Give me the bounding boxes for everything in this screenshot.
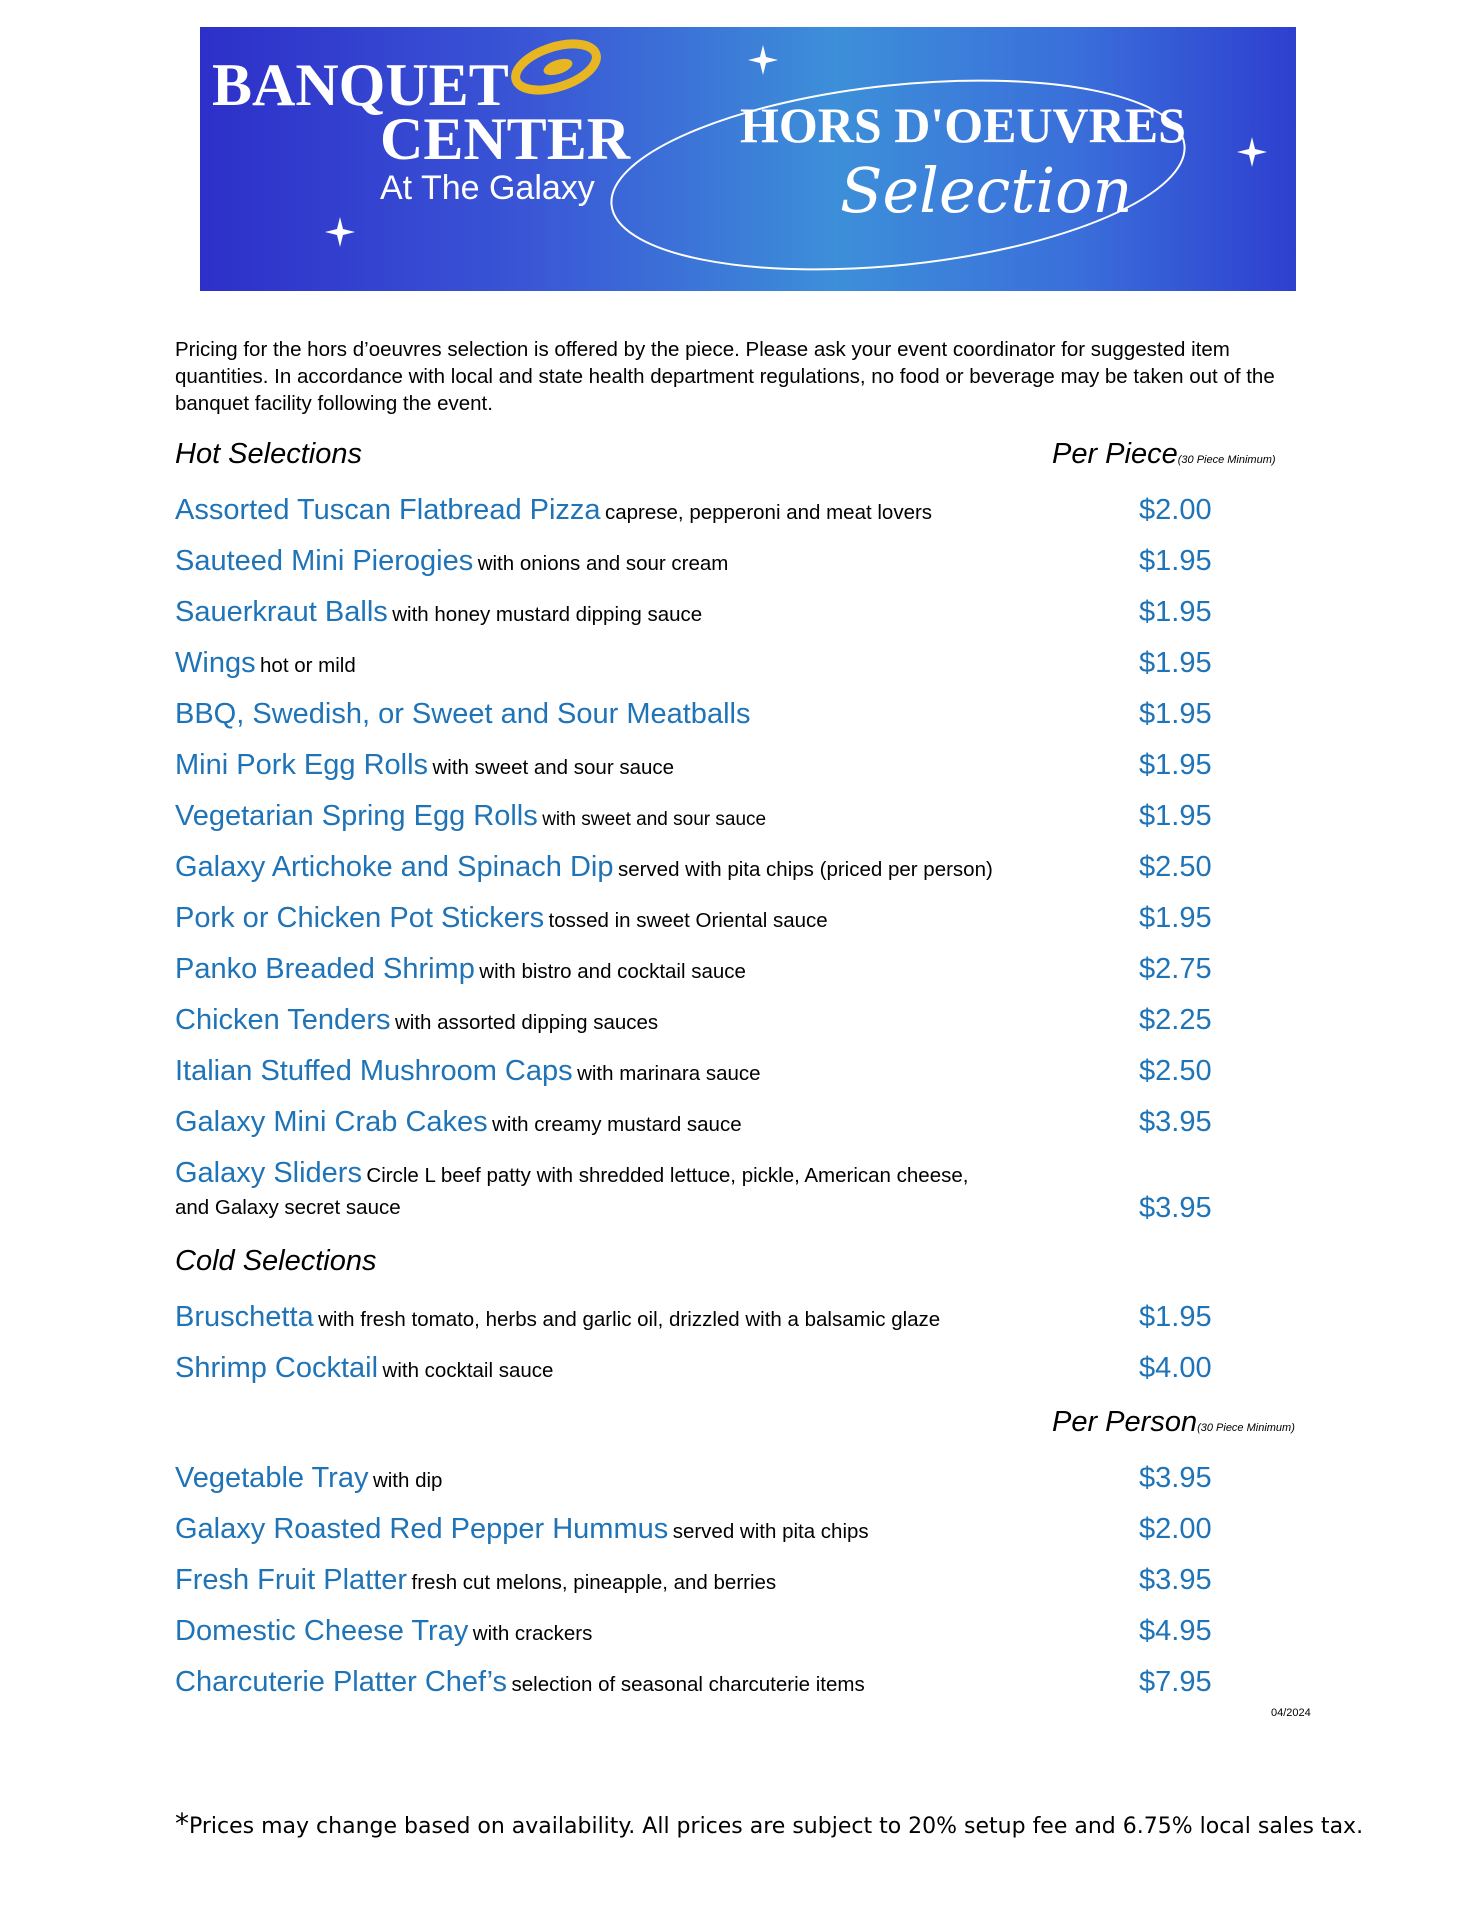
item-desc: selection of seasonal charcuterie items — [511, 1673, 865, 1696]
item-desc: Circle L beef patty with shredded lettuce, pickle, American cheese, — [366, 1164, 969, 1187]
menu-item — [175, 545, 1325, 589]
item-price: $3.95 — [1139, 1564, 1212, 1596]
item-desc: with cocktail sauce — [382, 1359, 554, 1382]
item-price: $2.50 — [1139, 851, 1212, 883]
menu-item — [175, 698, 1325, 742]
footnote-star: * — [175, 1807, 189, 1840]
galaxy-swirl-logo-icon — [510, 35, 602, 99]
hot-selections-heading: Hot Selections — [175, 438, 362, 470]
item-name: Shrimp Cocktail — [175, 1352, 379, 1384]
item-price: $4.95 — [1139, 1615, 1212, 1647]
item-name: Italian Stuffed Mushroom Caps — [175, 1055, 573, 1087]
menu-item — [175, 902, 1325, 946]
item-price: $2.50 — [1139, 1055, 1212, 1087]
item-name: Chicken Tenders — [175, 1004, 391, 1036]
item-desc: with sweet and sour sauce — [432, 756, 675, 779]
item-name: Galaxy Artichoke and Spinach Dip — [175, 851, 614, 883]
item-price: $1.95 — [1139, 1301, 1212, 1333]
item-name: Panko Breaded Shrimp — [175, 953, 475, 985]
item-name: Pork or Chicken Pot Stickers — [175, 902, 545, 934]
menu-item — [175, 851, 1325, 895]
per-person-label: Per Person — [1052, 1406, 1198, 1438]
menu-item — [175, 749, 1325, 793]
item-name: BBQ, Swedish, or Sweet and Sour Meatballs — [175, 698, 751, 730]
item-price: $1.95 — [1139, 902, 1212, 934]
item-desc: with assorted dipping sauces — [394, 1011, 659, 1034]
item-price: $3.95 — [1139, 1106, 1212, 1138]
footnote-text: Prices may change based on availability. All prices are subject to 20% setup fee and 6.75% local sales tax. — [189, 1814, 1364, 1839]
brand-line-2: CENTER — [380, 106, 631, 172]
item-price: $4.00 — [1139, 1352, 1212, 1384]
intro-paragraph: Pricing for the hors d’oeuvres selection is offered by the piece. Please ask your event coordinator for suggested item quantities. In accordance with local and state health department regulations, no food or beverage may be taken out of the banquet facility following the event. — [175, 338, 1275, 415]
item-name: Vegetable Tray — [175, 1462, 369, 1494]
item-price: $2.75 — [1139, 953, 1212, 985]
menu-item — [175, 800, 1325, 844]
item-price: $1.95 — [1139, 596, 1212, 628]
item-name: Domestic Cheese Tray — [175, 1615, 469, 1647]
sliders-price-row — [175, 1192, 1325, 1236]
menu-item — [175, 596, 1325, 640]
item-desc: with onions and sour cream — [477, 552, 729, 575]
item-price: $2.00 — [1139, 1513, 1212, 1545]
item-name: Galaxy Sliders — [175, 1157, 362, 1189]
item-name: Fresh Fruit Platter — [175, 1564, 408, 1596]
item-name: Assorted Tuscan Flatbread Pizza — [175, 494, 601, 526]
item-desc: with marinara sauce — [577, 1062, 761, 1085]
item-desc: with dip — [372, 1469, 443, 1492]
menu-item — [175, 1004, 1325, 1048]
item-desc: with fresh tomato, herbs and garlic oil, drizzled with a balsamic glaze — [318, 1308, 941, 1331]
item-name: Galaxy Mini Crab Cakes — [175, 1106, 488, 1138]
footnote — [175, 1807, 1363, 1840]
title-line-2: Selection — [840, 154, 1133, 227]
cold-selections-heading: Cold Selections — [175, 1245, 377, 1277]
item-name: Bruschetta — [175, 1301, 314, 1333]
item-price: $3.95 — [1139, 1192, 1212, 1224]
item-desc: caprese, pepperoni and meat lovers — [605, 501, 933, 524]
item-name: Galaxy Roasted Red Pepper Hummus — [175, 1513, 669, 1545]
item-price: $7.95 — [1139, 1666, 1212, 1698]
item-name: Charcuterie Platter Chef’s — [175, 1666, 508, 1698]
item-price: $2.00 — [1139, 494, 1212, 526]
menu-item — [175, 1106, 1325, 1150]
item-name: Wings — [175, 647, 256, 679]
item-price: $1.95 — [1139, 698, 1212, 730]
sliders-desc-continued: and Galaxy secret sauce — [175, 1196, 401, 1219]
menu-item — [175, 494, 1325, 538]
item-price: $1.95 — [1139, 749, 1212, 781]
per-piece-label: Per Piece — [1052, 438, 1178, 470]
item-price: $1.95 — [1139, 545, 1212, 577]
brand-line-3: At The Galaxy — [380, 169, 595, 207]
banner-graphic — [200, 27, 1296, 291]
item-name: Sauteed Mini Pierogies — [175, 545, 474, 577]
per-person-note: (30 Piece Minimum) — [1197, 1422, 1295, 1434]
item-desc: with crackers — [472, 1622, 593, 1645]
per-piece-header — [1052, 438, 1276, 471]
menu-item — [175, 1462, 1325, 1506]
item-desc: with honey mustard dipping sauce — [392, 603, 703, 626]
per-person-header — [1052, 1406, 1295, 1439]
item-name: Mini Pork Egg Rolls — [175, 749, 429, 781]
title-line-1: HORS D'OEUVRES — [740, 97, 1186, 153]
menu-item — [175, 953, 1325, 997]
menu-item — [175, 1564, 1325, 1608]
item-desc: tossed in sweet Oriental sauce — [548, 909, 828, 932]
item-desc: with sweet and sour sauce — [542, 809, 767, 830]
item-name: Sauerkraut Balls — [175, 596, 388, 628]
item-price: $3.95 — [1139, 1462, 1212, 1494]
revision-date: 04/2024 — [1271, 1707, 1311, 1719]
item-price: $2.25 — [1139, 1004, 1212, 1036]
per-piece-note: (30 Piece Minimum) — [1177, 454, 1276, 466]
item-desc: fresh cut melons, pineapple, and berries — [411, 1571, 777, 1594]
menu-item — [175, 1513, 1325, 1557]
menu-item — [175, 1615, 1325, 1659]
brand-line-1: BANQUET — [212, 52, 509, 118]
item-price: $1.95 — [1139, 647, 1212, 679]
menu-item — [175, 1301, 1325, 1345]
menu-item — [175, 647, 1325, 691]
header-banner — [200, 27, 1296, 291]
item-price: $1.95 — [1139, 800, 1212, 832]
menu-item — [175, 1352, 1325, 1396]
menu-item — [175, 1055, 1325, 1099]
item-desc: hot or mild — [260, 654, 356, 677]
item-desc: with creamy mustard sauce — [492, 1113, 742, 1136]
item-desc: served with pita chips (priced per person) — [617, 858, 993, 881]
item-name: Vegetarian Spring Egg Rolls — [175, 800, 538, 832]
menu-item — [175, 1666, 1325, 1710]
item-desc: served with pita chips — [672, 1520, 869, 1543]
item-desc: with bistro and cocktail sauce — [479, 960, 746, 983]
